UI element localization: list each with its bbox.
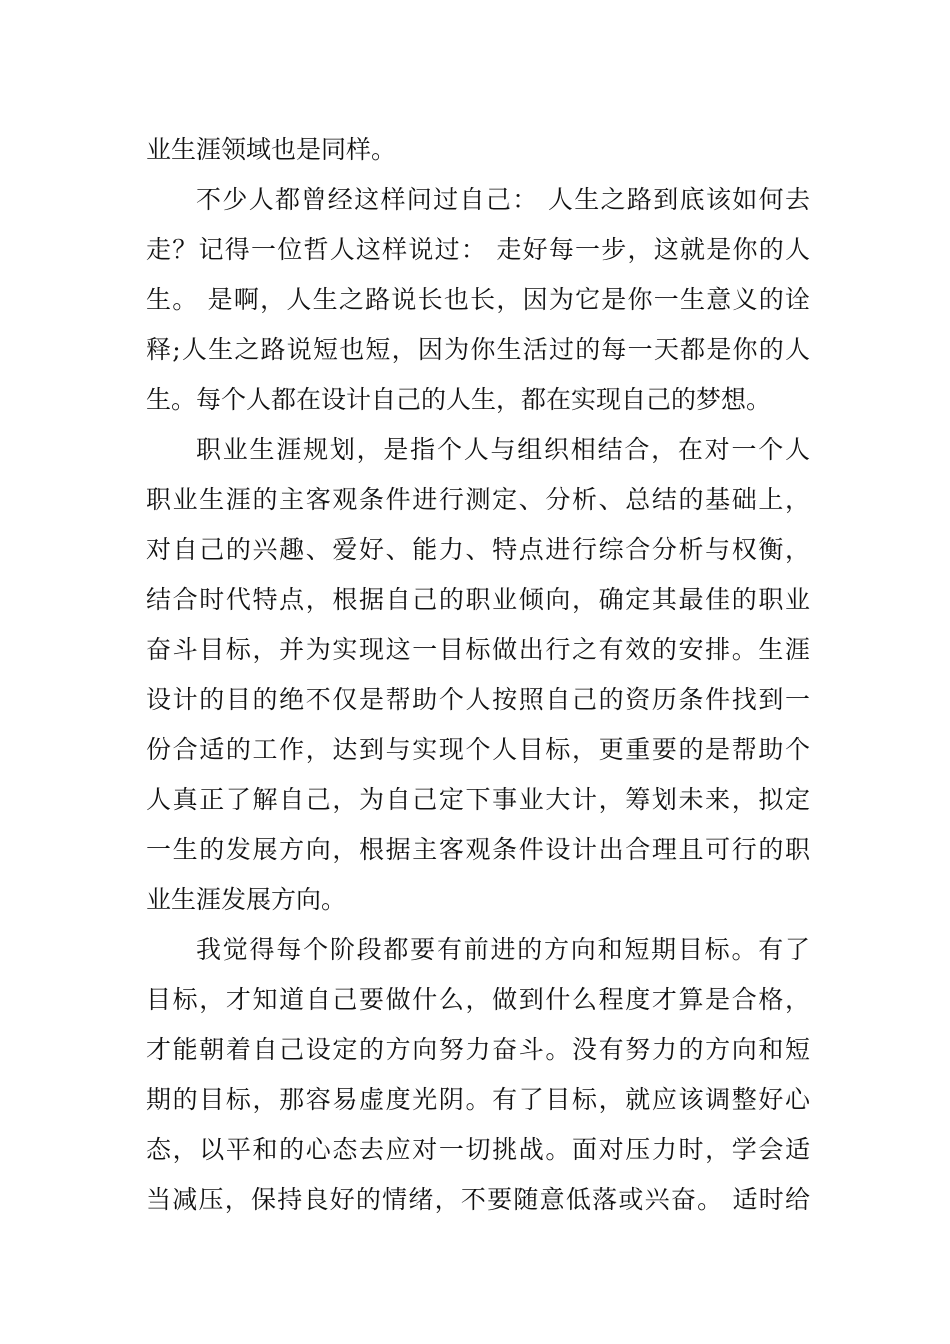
text-line: 人真正了解自己，为自己定下事业大计，筹划未来，拟定 — [146, 785, 810, 814]
text-line: 目标，才知道自己要做什么，做到什么程度才算是合格， — [146, 985, 810, 1014]
paragraph-first-line: 职业生涯规划，是指个人与组织相结合，在对一个人 — [196, 435, 810, 464]
text-line: 奋斗目标，并为实现这一目标做出行之有效的安排。生涯 — [146, 635, 810, 664]
text-line: 业生涯领域也是同样。 — [146, 135, 397, 164]
text-line: 业生涯发展方向。 — [146, 885, 347, 914]
text-line: 才能朝着自己设定的方向努力奋斗。没有努力的方向和短 — [146, 1035, 810, 1064]
text-line: 职业生涯的主客观条件进行测定、分析、总结的基础上， — [146, 485, 810, 514]
paragraph-first-line: 我觉得每个阶段都要有前进的方向和短期目标。有了 — [196, 935, 810, 964]
text-line: 当减压，保持良好的情绪，不要随意低落或兴奋。 适时给 — [146, 1185, 810, 1214]
text-line: 结合时代特点，根据自己的职业倾向，确定其最佳的职业 — [146, 585, 810, 614]
text-line: 生。 是啊，人生之路说长也长，因为它是你一生意义的诠 — [146, 285, 810, 314]
text-line: 走？记得一位哲人这样说过： 走好每一步，这就是你的人 — [146, 235, 810, 264]
text-line: 份合适的工作，达到与实现个人目标，更重要的是帮助个 — [146, 735, 810, 764]
text-line: 对自己的兴趣、爱好、能力、特点进行综合分析与权衡， — [146, 535, 810, 564]
text-line: 设计的目的绝不仅是帮助个人按照自己的资历条件找到一 — [146, 685, 810, 714]
text-line: 一生的发展方向，根据主客观条件设计出合理且可行的职 — [146, 835, 810, 864]
text-line: 生。每个人都在设计自己的人生，都在实现自己的梦想。 — [146, 385, 772, 414]
paragraph-first-line: 不少人都曾经这样问过自己： 人生之路到底该如何去 — [196, 185, 810, 214]
text-line: 释;人生之路说短也短，因为你生活过的每一天都是你的人 — [146, 335, 810, 364]
text-line: 态，以平和的心态去应对一切挑战。面对压力时，学会适 — [146, 1135, 810, 1164]
text-line: 期的目标，那容易虚度光阴。有了目标，就应该调整好心 — [146, 1085, 810, 1114]
